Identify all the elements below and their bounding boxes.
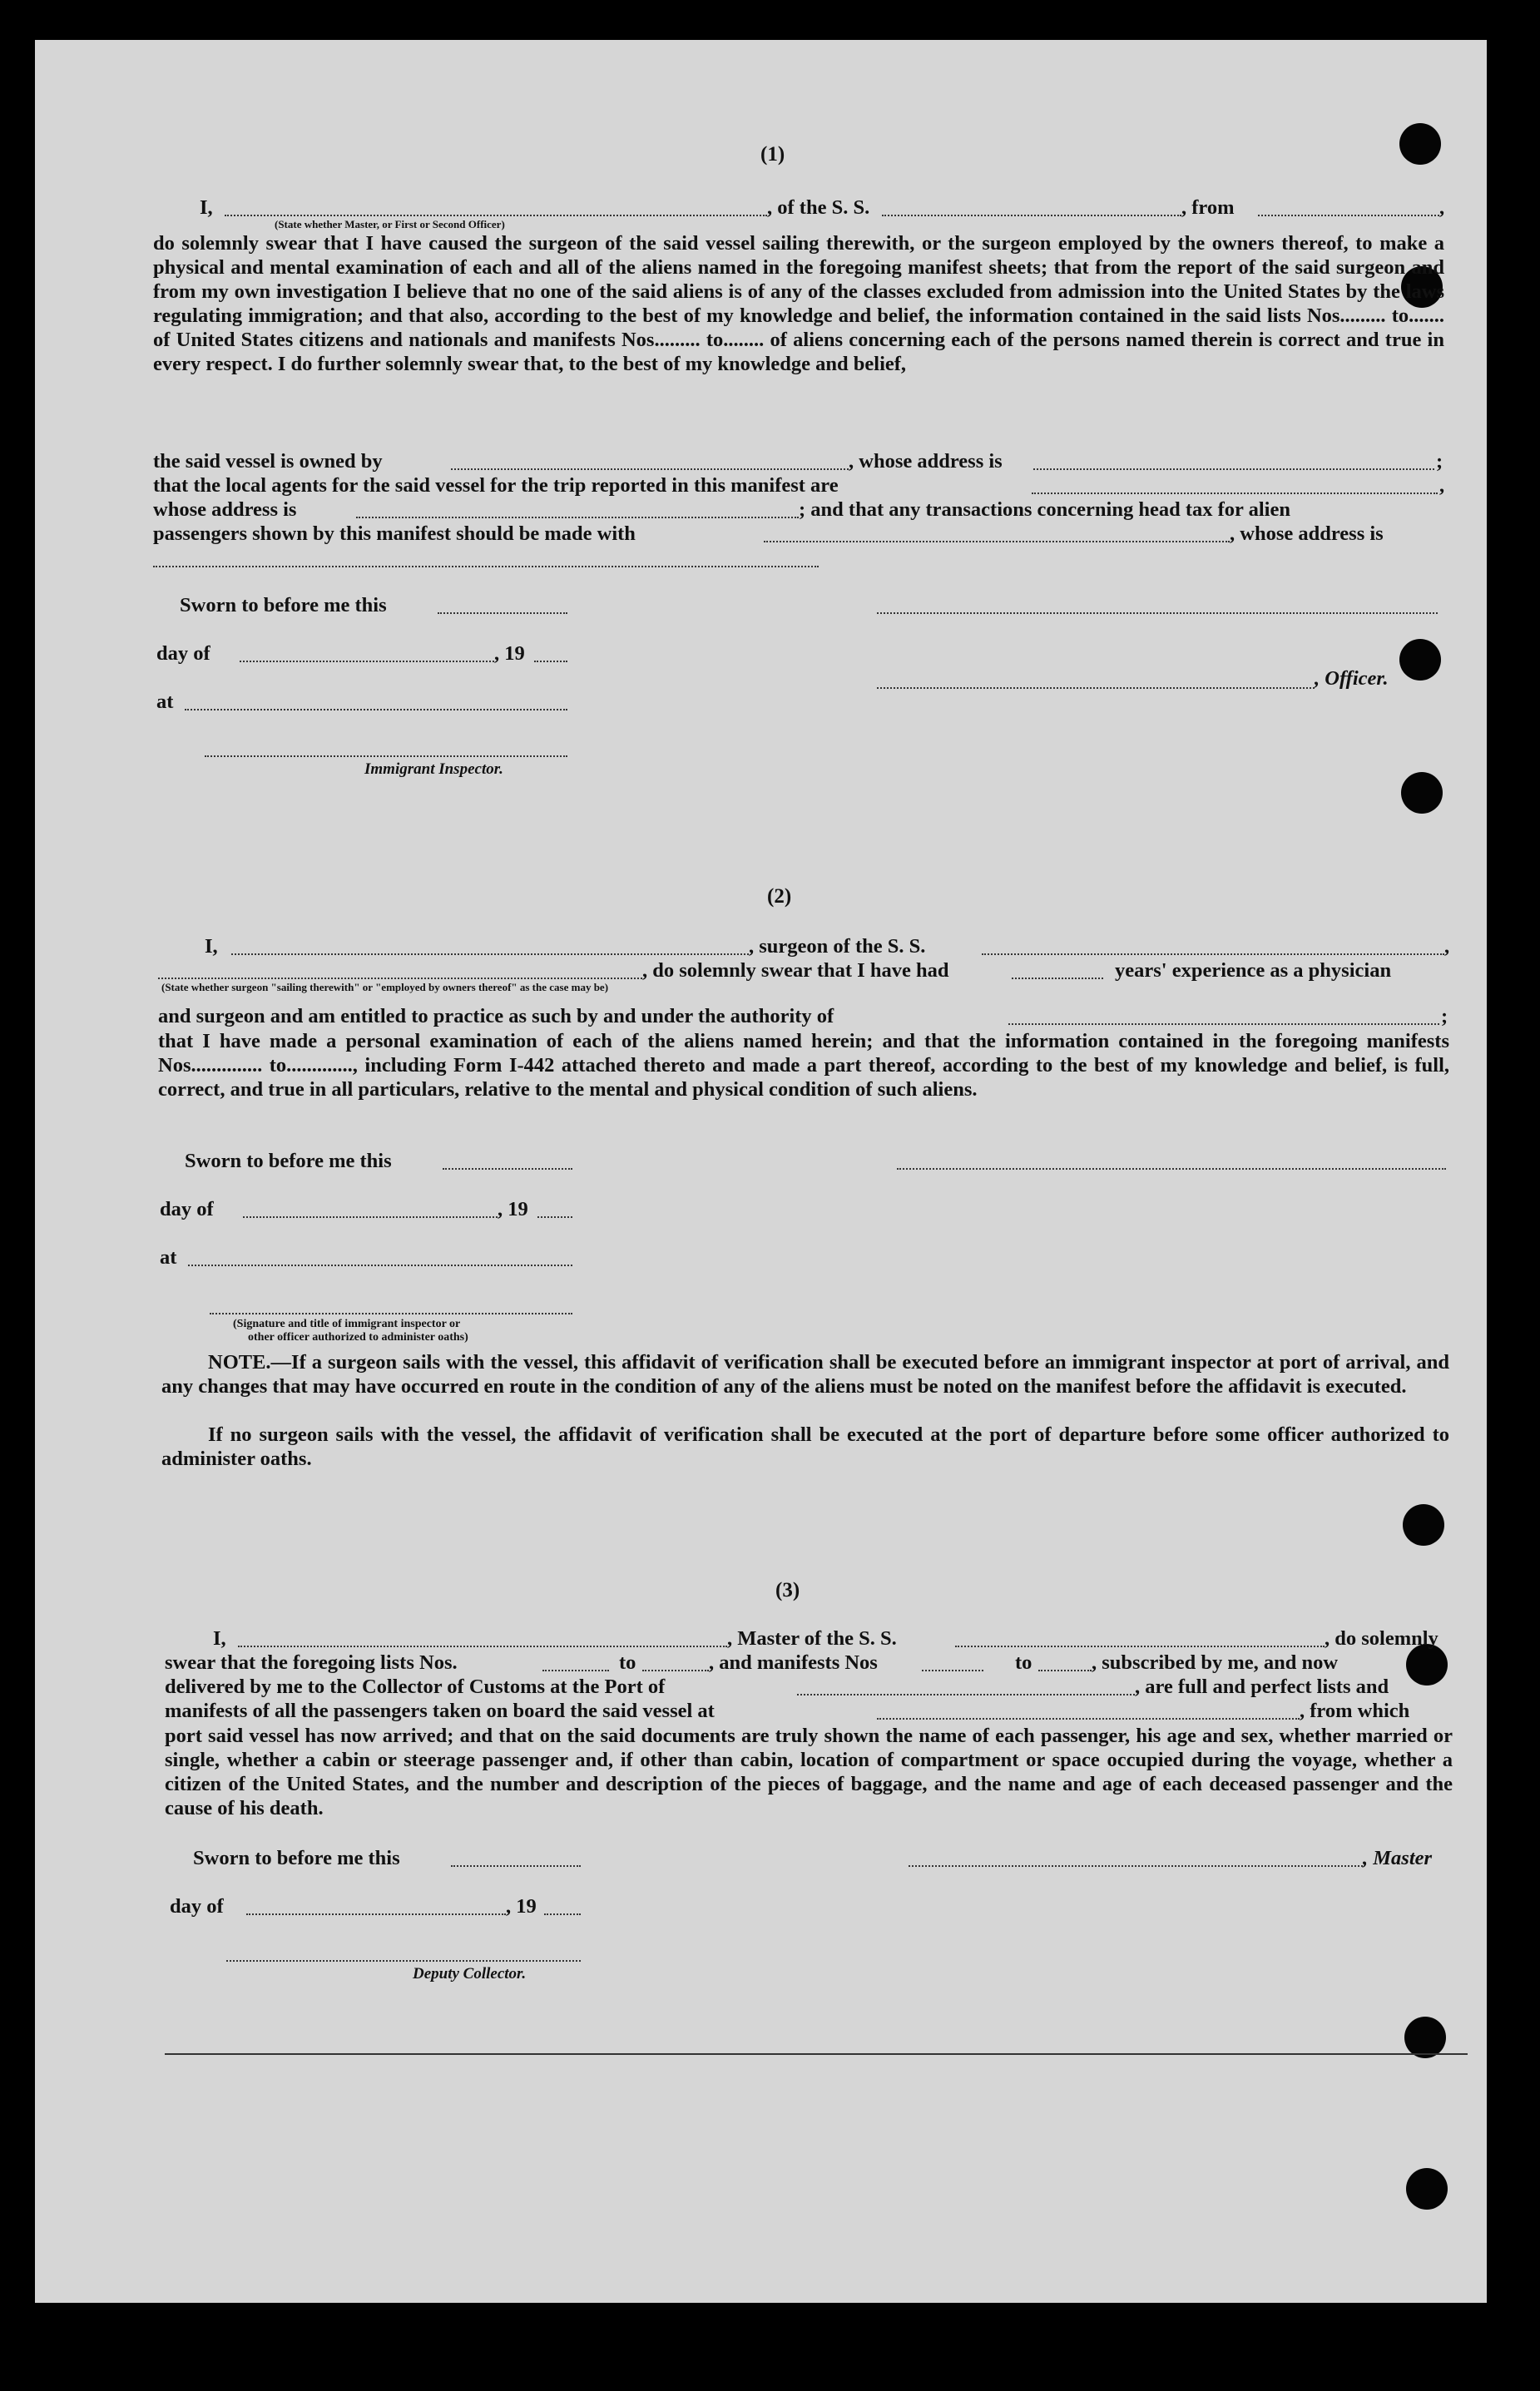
s2-inspector-signature-field[interactable] — [210, 1313, 572, 1314]
s2-surgeon-signature-field[interactable] — [897, 1168, 1446, 1170]
punch-hole-8 — [1406, 2168, 1448, 2210]
s3-line1-master: , Master of the S. S. — [727, 1627, 897, 1650]
s1-year-field[interactable] — [534, 661, 567, 662]
s3-day-field[interactable] — [246, 1913, 506, 1915]
s1-owner-field[interactable] — [451, 468, 849, 470]
s2-sworn-label: Sworn to before me this — [185, 1150, 392, 1172]
s3-deputy-label: Deputy Collector. — [413, 1965, 527, 1983]
s1-day-field[interactable] — [240, 661, 494, 662]
s2-authority-end: ; — [1441, 1005, 1448, 1027]
s3-line2-to2: to — [1015, 1651, 1032, 1674]
s1-inspector-signature-field[interactable] — [205, 755, 567, 757]
s1-ship-field[interactable] — [882, 215, 1181, 216]
s2-year-field[interactable] — [537, 1216, 572, 1218]
s1-officer-title-field[interactable] — [877, 687, 1315, 689]
s2-authority-field[interactable] — [1008, 1023, 1439, 1025]
s2-day-of-label: day of — [160, 1198, 214, 1220]
s2-sworn-date-field[interactable] — [443, 1168, 572, 1170]
s1-officer-hint: (State whether Master, or First or Second Officer) — [275, 218, 505, 230]
s1-agents-end: , — [1439, 474, 1445, 497]
s1-year-label: , 19 — [494, 642, 525, 665]
s1-sworn-label: Sworn to before me this — [180, 594, 387, 616]
s3-lists-to-field[interactable] — [642, 1670, 709, 1671]
s3-lists-from-field[interactable] — [542, 1670, 609, 1671]
s3-year-field[interactable] — [544, 1913, 581, 1915]
s1-owned-end: ; — [1436, 450, 1443, 473]
s3-line2-b: , and manifests Nos — [709, 1651, 878, 1674]
s2-line1-surgeon: , surgeon of the S. S. — [749, 935, 926, 958]
bottom-rule — [165, 2053, 1468, 2055]
s1-agents-label: that the local agents for the said vessel for the trip reported in this manifest are — [153, 474, 839, 497]
s1-head-tax-address-field[interactable] — [153, 566, 819, 567]
s1-inspector-label: Immigrant Inspector. — [364, 760, 503, 778]
s3-sworn-label: Sworn to before me this — [193, 1847, 400, 1869]
s2-surgeon-name-field[interactable] — [231, 953, 749, 955]
s2-authority-label: and surgeon and am entitled to practice as such by and under the authority of — [158, 1005, 834, 1027]
s3-sworn-date-field[interactable] — [451, 1865, 581, 1867]
s3-line4-b: , from which — [1300, 1700, 1410, 1722]
s1-head-tax-text: ; and that any transactions concerning head tax for alien — [799, 498, 1290, 521]
s3-master-name-field[interactable] — [238, 1646, 727, 1647]
s3-day-of-label: day of — [170, 1895, 224, 1918]
s3-line1-end: , do solemnly — [1325, 1627, 1438, 1650]
s1-owner-address-field[interactable] — [1033, 468, 1434, 470]
punch-hole-7 — [1404, 2017, 1446, 2058]
section-1-number: (1) — [760, 143, 785, 166]
s1-line1-end: , — [1439, 196, 1445, 219]
s1-line1-i: I, — [200, 196, 213, 219]
s1-head-tax-agent-field[interactable] — [764, 541, 1230, 542]
s1-line1-from: , from — [1181, 196, 1235, 219]
s2-year-label: , 19 — [498, 1198, 528, 1220]
s3-master-signature-field[interactable] — [909, 1865, 1363, 1867]
s1-officer-label: , Officer. — [1315, 667, 1389, 690]
punch-hole-1 — [1399, 123, 1441, 165]
s2-note-2: If no surgeon sails with the vessel, the affidavit of verification shall be executed at the port of departure before some officer authorized to administer oaths. — [161, 1423, 1449, 1470]
s3-line3-b: , are full and perfect lists and — [1135, 1676, 1389, 1698]
s1-at-label: at — [156, 691, 174, 713]
s3-ship-field[interactable] — [955, 1646, 1325, 1647]
s2-at-label: at — [160, 1246, 177, 1269]
s1-from-field[interactable] — [1258, 215, 1439, 216]
s2-years-field[interactable] — [1012, 978, 1103, 979]
s1-body: do solemnly swear that I have caused the surgeon of the said vessel sailing therewith, or the surgeon employed by the owners thereof, to make a physical and mental examination of each and all of the aliens named in the foregoing manifest sheets; that from the report of the said surgeon and from my own investigation I believe that no one of the said aliens is of any of the classes excluded from admission into the United States by the laws regulating immigration; and that also, according to the best of my knowledge and belief, the information contained in the said lists Nos......... to....... of United States citizens and nationals and manifests Nos......... to........ of aliens concerning each of the persons named therein is correct and true in every respect. I do further solemnly swear that, to the best of my knowledge and belief, — [153, 232, 1444, 375]
section-3-number: (3) — [775, 1579, 800, 1601]
s1-day-of-label: day of — [156, 642, 210, 665]
s2-surgeon-type-field[interactable] — [158, 978, 642, 979]
s1-passengers-label: passengers shown by this manifest should be made with — [153, 522, 636, 545]
s2-body: that I have made a personal examination of each of the aliens named herein; and that the information contained in the foregoing manifests Nos.............. to............., including Form I-442 attached thereto and made a part thereof, according to the best of my knowledge and belief, is full, correct, and true in all particulars, relative to the mental and physical condition of such aliens. — [158, 1030, 1449, 1101]
s1-officer-signature-field[interactable] — [877, 612, 1438, 614]
s2-line1-i: I, — [205, 935, 218, 958]
s3-port-field[interactable] — [797, 1694, 1135, 1695]
form-page — [35, 40, 1487, 2303]
s3-line2-a: swear that the foregoing lists Nos. — [165, 1651, 458, 1674]
s3-line1-i: I, — [213, 1627, 226, 1650]
s1-whose-address-label: whose address is — [153, 498, 297, 521]
s1-sworn-date-field[interactable] — [438, 612, 567, 614]
s3-deputy-signature-field[interactable] — [226, 1960, 581, 1962]
s2-at-field[interactable] — [188, 1265, 572, 1266]
s1-officer-field[interactable] — [225, 215, 767, 216]
s3-departure-field[interactable] — [877, 1718, 1300, 1720]
s3-body: port said vessel has now arrived; and that on the said documents are truly shown the name of each passenger, his age and sex, whether married or single, whether a cabin or steerage passenger and, if other than cabin, location of compartment or space occupied during the voyage, whether a citizen of the United States, and the number and description of the pieces of baggage, and the name and age of each deceased passenger and the cause of his death. — [165, 1725, 1453, 1819]
punch-hole-5 — [1403, 1504, 1444, 1546]
s2-sig-hint-2: other officer authorized to administer oaths) — [248, 1331, 468, 1344]
s1-owned-addr-label: , whose address is — [849, 450, 1003, 473]
s1-owned-by-label: the said vessel is owned by — [153, 450, 383, 473]
s2-ship-field[interactable] — [982, 953, 1444, 955]
s2-surgeon-hint: (State whether surgeon "sailing therewith" or "employed by owners thereof" as the case may be) — [161, 981, 609, 993]
punch-hole-3 — [1399, 639, 1441, 681]
s1-at-field[interactable] — [185, 709, 567, 710]
s1-agents-address-field[interactable] — [356, 517, 799, 518]
s2-line2-years: years' experience as a physician — [1115, 959, 1392, 982]
s2-note-1: NOTE.—If a surgeon sails with the vessel, this affidavit of verification shall be executed before an immigrant inspector at port of arrival, and any changes that may have occurred en route in the condition of any of the aliens must be noted on the manifest before the affidavit is executed. — [161, 1351, 1449, 1398]
s1-agents-field[interactable] — [1032, 493, 1438, 494]
s1-line1-ss: , of the S. S. — [767, 196, 870, 219]
s2-sig-hint-1: (Signature and title of immigrant inspector or — [233, 1318, 461, 1330]
s3-line2-to: to — [619, 1651, 636, 1674]
s3-manifests-from-field[interactable] — [922, 1670, 983, 1671]
s3-line2-c: , subscribed by me, and now — [1092, 1651, 1339, 1674]
s3-master-label: , Master — [1363, 1847, 1433, 1869]
s2-line1-end: , — [1444, 935, 1450, 958]
s1-passengers-addr-label: , whose address is — [1230, 522, 1384, 545]
section-2-number: (2) — [767, 885, 792, 908]
s2-line2-swear: , do solemnly swear that I have had — [642, 959, 949, 982]
s3-line3-a: delivered by me to the Collector of Customs at the Port of — [165, 1676, 666, 1698]
s3-year-label: , 19 — [506, 1895, 537, 1918]
s2-day-field[interactable] — [243, 1216, 498, 1218]
punch-hole-4 — [1401, 772, 1443, 814]
s3-manifests-to-field[interactable] — [1038, 1670, 1092, 1671]
s3-line4-a: manifests of all the passengers taken on board the said vessel at — [165, 1700, 715, 1722]
